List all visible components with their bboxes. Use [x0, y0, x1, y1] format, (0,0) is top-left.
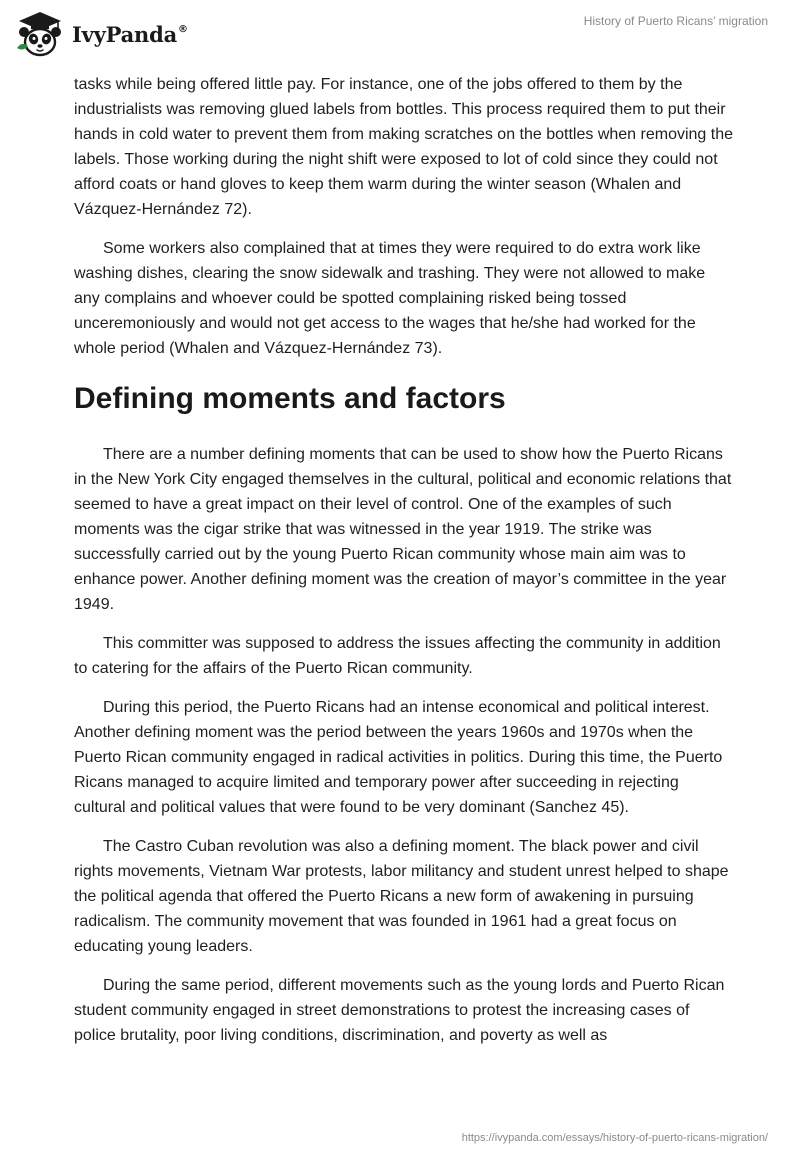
panda-graduation-cap-icon	[14, 8, 66, 58]
document-title: History of Puerto Ricans’ migration	[583, 14, 768, 28]
paragraph: During the same period, different movements such as the young lords and Puerto Rican student community engaged in street demonstrations to protest the increasing cases of police brutality, poor living conditions, discrimination, and poverty as well as	[74, 977, 725, 1044]
paragraph: There are a number defining moments that can be used to show how the Puerto Ricans in the New York City engaged themselves in the cultural, political and economic relations that seemed to have a great impact on their level of control. One of the examples of such moments was the cigar strike that was witnessed in the year 1919. The strike was successfully carried out by the young Puerto Rican community whose main aim was to enhance power. Another defining moment was the creation of mayor’s committee in the year 1949.	[74, 446, 732, 613]
section-heading: Defining moments and factors	[74, 382, 506, 415]
paragraph: The Castro Cuban revolution was also a defining moment. The black power and civil rights movements, Vietnam War protests, labor militancy and student unrest helped to shape the political agenda that offered the Puerto Ricans a new form of awakening in pursuing radicalism. The community movement that was founded in 1961 had a great focus on educating young leaders.	[74, 838, 729, 955]
page-header	[0, 0, 800, 66]
source-url[interactable]: https://ivypanda.com/essays/history-of-puerto-ricans-migration/	[461, 1132, 768, 1144]
brand-name: IvyPanda®	[72, 21, 188, 47]
paragraph-continued: tasks while being offered little pay. For instance, one of the jobs offered to them by the industrialists was removing glued labels from bottles. This process required them to put their hands in cold water to prevent them from making scratches on the bottles when removing the labels. Those working during the night shift were exposed to lot of cold since they could not afford coats or hand gloves to keep them warm during the winter season (Whalen and Vázquez-Hernández 72).	[74, 76, 734, 218]
paragraph: Some workers also complained that at times they were required to do extra work like washing dishes, clearing the snow sidewalk and trashing. They were not allowed to make any complains and whoever could be spotted complaining risked being tossed unceremoniously and would not get access to the wages that he/she had worked for the whole period (Whalen and Vázquez-Hernández 73).	[74, 240, 706, 357]
article-body	[74, 72, 734, 1062]
ivypanda-logo[interactable]	[14, 8, 188, 58]
paragraph: During this period, the Puerto Ricans had an intense economical and political interest. Another defining moment was the period between the years 1960s and 1970s when the Puerto Rican community engaged in radical activities in politics. During this time, the Puerto Ricans managed to acquire limited and temporary power after succeeding in rejecting cultural and political values that were found to be very dominant (Sanchez 45).	[74, 699, 723, 816]
paragraph: This committer was supposed to address the issues affecting the community in addition to catering for the affairs of the Puerto Rican community.	[74, 635, 721, 677]
registered-mark: ®	[178, 23, 188, 35]
